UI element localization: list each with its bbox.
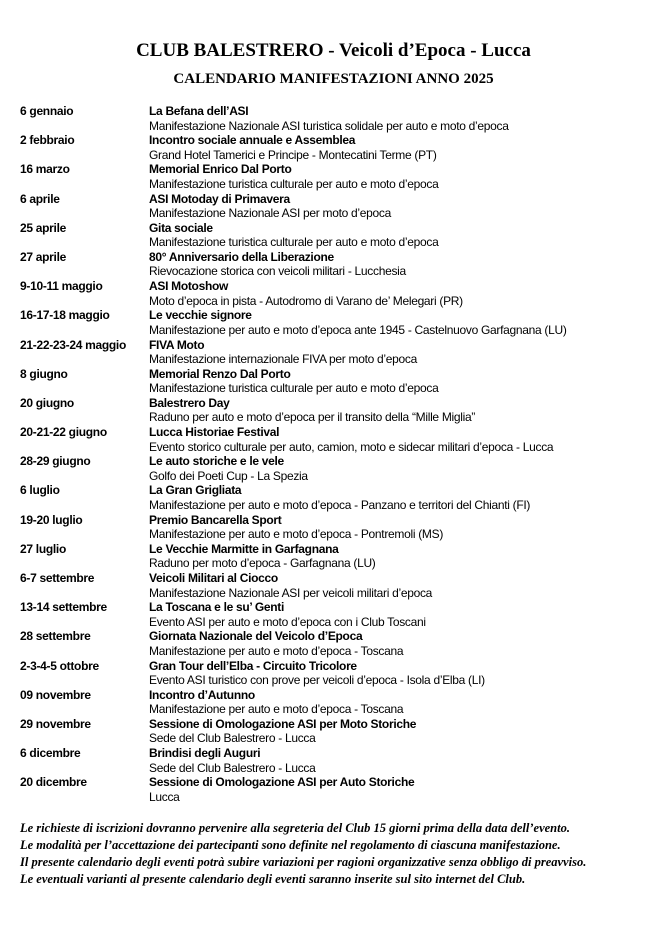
event-description: Evento storico culturale per auto, camion, moto e sidecar militari d’epoca - Lucca [149, 439, 554, 454]
event-name: Gita sociale [149, 220, 213, 235]
event-row [20, 221, 640, 250]
event-name: Brindisi degli Auguri [149, 746, 261, 761]
note-line: Il presente calendario degli eventi potrà subire variazioni per ragioni organizzative senza obbligo di preavviso. [20, 855, 587, 869]
event-name: Le vecchie signore [149, 308, 252, 323]
event-row [20, 717, 640, 746]
event-description: Raduno per auto e moto d’epoca per il transito della “Mille Miglia” [149, 410, 476, 425]
event-date: 6 luglio [20, 483, 60, 498]
event-name: Le Vecchie Marmitte in Garfagnana [149, 541, 339, 556]
event-description: Sede del Club Balestrero - Lucca [149, 760, 316, 775]
event-row [20, 308, 640, 337]
event-name: Memorial Renzo Dal Porto [149, 366, 291, 381]
event-date: 2-3-4-5 ottobre [20, 658, 99, 673]
event-description: Manifestazione Nazionale ASI turistica solidale per auto e moto d’epoca [149, 118, 509, 133]
event-name: Balestrero Day [149, 395, 230, 410]
event-row [20, 250, 640, 279]
event-date: 21-22-23-24 maggio [20, 337, 126, 352]
event-date: 6 aprile [20, 191, 60, 206]
event-row [20, 367, 640, 396]
page-subtitle: CALENDARIO MANIFESTAZIONI ANNO 2025 [173, 71, 494, 87]
event-description: Raduno per moto d’epoca - Garfagnana (LU) [149, 556, 376, 571]
event-date: 19-20 luglio [20, 512, 83, 527]
event-date: 20 dicembre [20, 775, 87, 790]
event-description: Grand Hotel Tamerici e Principe - Montecatini Terme (PT) [149, 147, 437, 162]
event-description: Lucca [149, 789, 180, 804]
event-date: 6 gennaio [20, 104, 74, 118]
note-line: Le modalità per l’accettazione dei partecipanti sono definite nel regolamento di ciascuna manifestazione. [20, 838, 561, 852]
event-row [20, 396, 640, 425]
event-date: 27 luglio [20, 541, 66, 556]
notes-section [20, 820, 630, 888]
event-date: 28-29 giugno [20, 454, 91, 469]
event-name: ASI Motoshow [149, 279, 229, 294]
event-description: Manifestazione per auto e moto d’epoca - Toscana [149, 643, 404, 658]
event-name: La Toscana e le su’ Genti [149, 600, 284, 615]
event-row [20, 775, 640, 804]
event-description: Manifestazione per auto e moto d’epoca - Pontremoli (MS) [149, 527, 444, 542]
event-row [20, 688, 640, 717]
events-calendar [20, 104, 640, 805]
event-row [20, 659, 640, 688]
event-name: Gran Tour dell’Elba - Circuito Tricolore [149, 658, 357, 673]
event-name: Veicoli Militari al Ciocco [149, 571, 278, 585]
event-row [20, 162, 640, 191]
event-date: 16 marzo [20, 162, 70, 177]
event-name: 80° Anniversario della Liberazione [149, 249, 334, 264]
event-date: 27 aprile [20, 249, 66, 264]
event-name: Incontro sociale annuale e Assemblea [149, 133, 356, 148]
event-date: 9-10-11 maggio [20, 279, 103, 294]
event-row [20, 571, 640, 600]
event-date: 29 novembre [20, 716, 91, 731]
event-row [20, 338, 640, 367]
event-description: Evento ASI per auto e moto d’epoca con i Club Toscani [149, 614, 426, 629]
event-description: Manifestazione turistica culturale per auto e moto d’epoca [149, 381, 439, 396]
event-description: Manifestazione per auto e moto d’epoca - Panzano e territori del Chianti (FI) [149, 497, 531, 512]
event-date: 16-17-18 maggio [20, 308, 110, 323]
event-description: Sede del Club Balestrero - Lucca [149, 731, 316, 746]
event-date: 20-21-22 giugno [20, 425, 107, 440]
event-description: Golfo dei Poeti Cup - La Spezia [149, 468, 308, 483]
event-row [20, 104, 640, 133]
note-line: Le richieste di iscrizioni dovranno pervenire alla segreteria del Club 15 giorni prima della data dell’evento. [20, 821, 570, 835]
event-description: Manifestazione per auto e moto d’epoca ante 1945 - Castelnuovo Garfagnana (LU) [149, 322, 567, 337]
event-name: Giornata Nazionale del Veicolo d’Epoca [149, 629, 363, 644]
event-description: Moto d’epoca in pista - Autodromo di Varano de’ Melegari (PR) [149, 293, 463, 308]
event-description: Manifestazione turistica culturale per auto e moto d’epoca [149, 235, 439, 250]
event-description: Manifestazione turistica culturale per auto e moto d’epoca [149, 176, 439, 191]
page-title: CLUB BALESTRERO - Veicoli d’Epoca - Lucca [136, 40, 531, 61]
event-name: ASI Motoday di Primavera [149, 191, 290, 206]
event-name: Lucca Historiae Festival [149, 425, 280, 440]
event-description: Rievocazione storica con veicoli militari - Lucchesia [149, 264, 406, 279]
event-row [20, 629, 640, 658]
event-row [20, 454, 640, 483]
event-date: 09 novembre [20, 687, 91, 702]
event-description: Manifestazione Nazionale ASI per veicoli militari d’epoca [149, 585, 433, 600]
event-date: 20 giugno [20, 395, 74, 410]
event-row [20, 746, 640, 775]
event-row [20, 425, 640, 454]
event-row [20, 279, 640, 308]
event-date: 6-7 settembre [20, 571, 95, 585]
event-date: 28 settembre [20, 629, 91, 644]
event-name: FIVA Moto [149, 337, 205, 352]
event-description: Evento ASI turistico con prove per veicoli d’epoca - Isola d’Elba (LI) [149, 673, 485, 688]
event-name: Memorial Enrico Dal Porto [149, 162, 292, 177]
event-row [20, 542, 640, 571]
event-name: La Gran Grigliata [149, 483, 242, 498]
event-date: 2 febbraio [20, 133, 75, 148]
event-name: Sessione di Omologazione ASI per Moto Storiche [149, 716, 417, 731]
event-date: 6 dicembre [20, 746, 81, 761]
event-description: Manifestazione internazionale FIVA per moto d’epoca [149, 352, 417, 366]
event-name: Premio Bancarella Sport [149, 512, 282, 527]
event-date: 13-14 settembre [20, 600, 107, 615]
event-date: 25 aprile [20, 220, 66, 235]
event-row [20, 513, 640, 542]
event-name: La Befana dell’ASI [149, 104, 249, 118]
event-name: Le auto storiche e le vele [149, 454, 284, 469]
event-name: Incontro d’Autunno [149, 687, 255, 702]
event-date: 8 giugno [20, 366, 68, 381]
event-row [20, 483, 640, 512]
event-row [20, 192, 640, 221]
event-description: Manifestazione per auto e moto d’epoca - Toscana [149, 702, 404, 717]
event-row [20, 133, 640, 162]
event-row [20, 600, 640, 629]
event-name: Sessione di Omologazione ASI per Auto Storiche [149, 775, 415, 790]
note-line: Le eventuali varianti al presente calendario degli eventi saranno inserite sul sito internet del Club. [20, 872, 526, 886]
event-description: Manifestazione Nazionale ASI per moto d’epoca [149, 206, 391, 221]
document-header [0, 40, 649, 88]
